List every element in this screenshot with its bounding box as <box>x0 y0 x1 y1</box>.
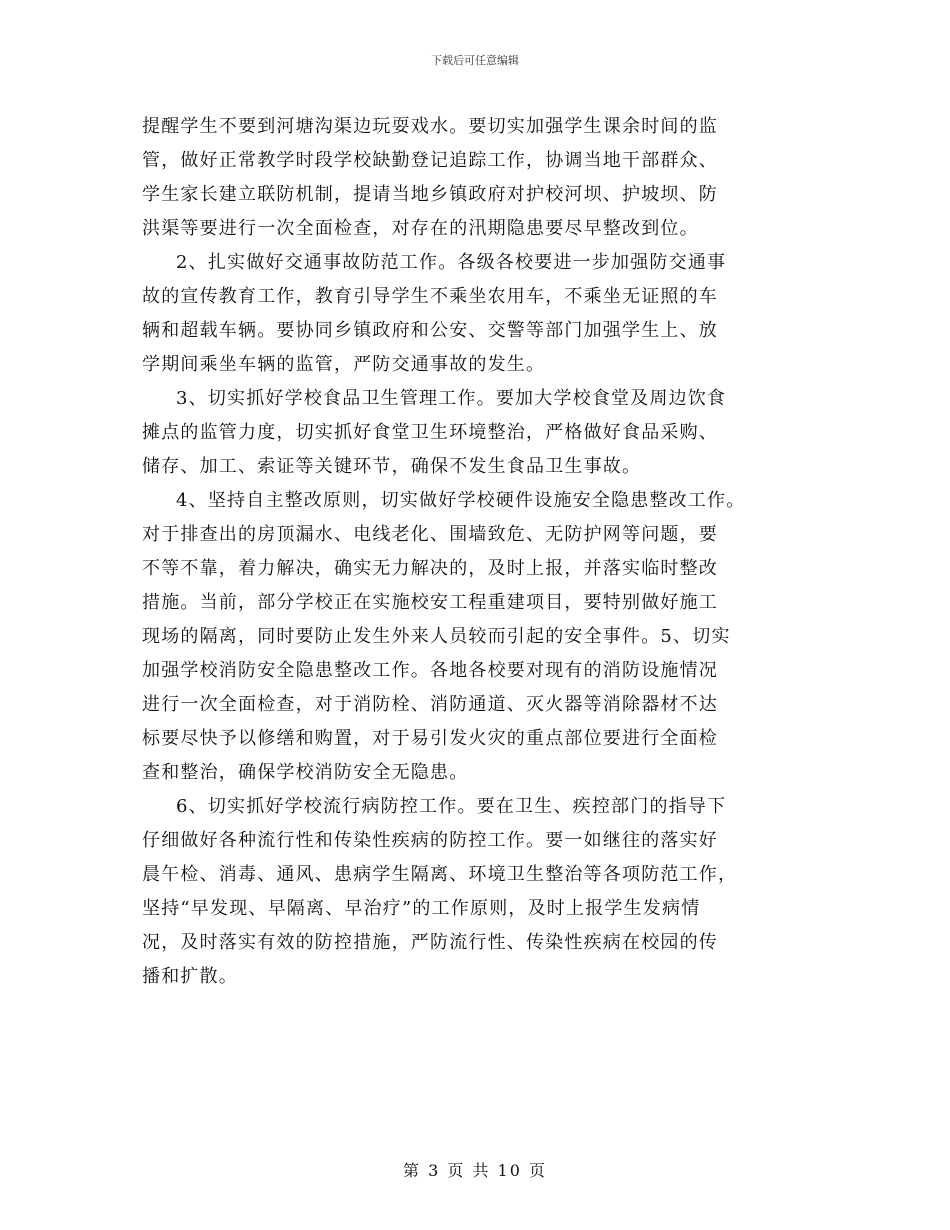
text-line: 仔细做好各种流行性和传染性疾病的防控工作。要一如继往的落实好 <box>142 830 718 851</box>
text-line: 加强学校消防安全隐患整改工作。各地各校要对现有的消防设施情况 <box>142 660 718 681</box>
text-line: 对于排查出的房顶漏水、电线老化、围墙致危、无防护网等问题，要 <box>142 524 718 545</box>
text-line: 学期间乘坐车辆的监管，严防交通事故的发生。 <box>142 354 546 375</box>
text-line: 现场的隔离，同时要防止发生外来人员较而引起的安全事件。5、切实 <box>142 626 731 647</box>
text-line: 学生家长建立联防机制，提请当地乡镇政府对护校河坝、护坡坝、防 <box>142 184 718 205</box>
paragraph-first-line: 3、切实抓好学校食品卫生管理工作。要加大学校食堂及周边饮食 <box>176 388 727 409</box>
text-line: 储存、加工、索证等关键环节，确保不发生食品卫生事故。 <box>142 456 642 477</box>
paragraph-first-line: 6、切实抓好学校流行病防控工作。要在卫生、疾控部门的指导下 <box>176 796 727 817</box>
paragraph-first-line: 2、扎实做好交通事故防范工作。各级各校要进一步加强防交通事 <box>176 252 727 273</box>
text-line: 况，及时落实有效的防控措施，严防流行性、传染性疾病在校园的传 <box>142 932 718 953</box>
text-line: 洪渠等要进行一次全面检查，对存在的汛期隐患要尽早整改到位。 <box>142 218 699 239</box>
text-line: 故的宣传教育工作，教育引导学生不乘坐农用车，不乘坐无证照的车 <box>142 286 718 307</box>
text-line: 提醒学生不要到河塘沟渠边玩耍戏水。要切实加强学生课余时间的监 <box>142 116 718 137</box>
text-line: 不等不靠，着力解决，确实无力解决的，及时上报，并落实临时整改 <box>142 558 718 579</box>
text-line: 摊点的监管力度，切实抓好食堂卫生环境整治，严格做好食品采购、 <box>142 422 718 443</box>
text-line: 进行一次全面检查，对于消防栓、消防通道、灭火器等消除器材不达 <box>142 694 718 715</box>
text-line: 标要尽快予以修缮和购置，对于易引发火灾的重点部位要进行全面检 <box>142 728 718 749</box>
document-body <box>142 110 822 994</box>
text-line: 措施。当前，部分学校正在实施校安工程重建项目，要特别做好施工 <box>142 592 718 613</box>
text-line: 查和整治，确保学校消防安全无隐患。 <box>142 762 469 783</box>
text-line: 播和扩散。 <box>142 966 238 987</box>
text-line: 晨午检、消毒、通风、患病学生隔离、环境卫生整治等各项防范工作， <box>142 864 738 885</box>
page-footer: 第 3 页 共 10 页 <box>403 1161 547 1180</box>
paragraph-first-line: 4、坚持自主整改原则，切实做好学校硬件设施安全隐患整改工作。 <box>176 490 746 511</box>
page-header: 下载后可任意编辑 <box>431 54 519 67</box>
text-line: 管，做好正常教学时段学校缺勤登记追踪工作，协调当地干部群众、 <box>142 150 718 171</box>
text-line: 辆和超载车辆。要协同乡镇政府和公安、交警等部门加强学生上、放 <box>142 320 718 341</box>
text-line: 坚持“早发现、早隔离、早治疗”的工作原则，及时上报学生发病情 <box>142 898 701 919</box>
